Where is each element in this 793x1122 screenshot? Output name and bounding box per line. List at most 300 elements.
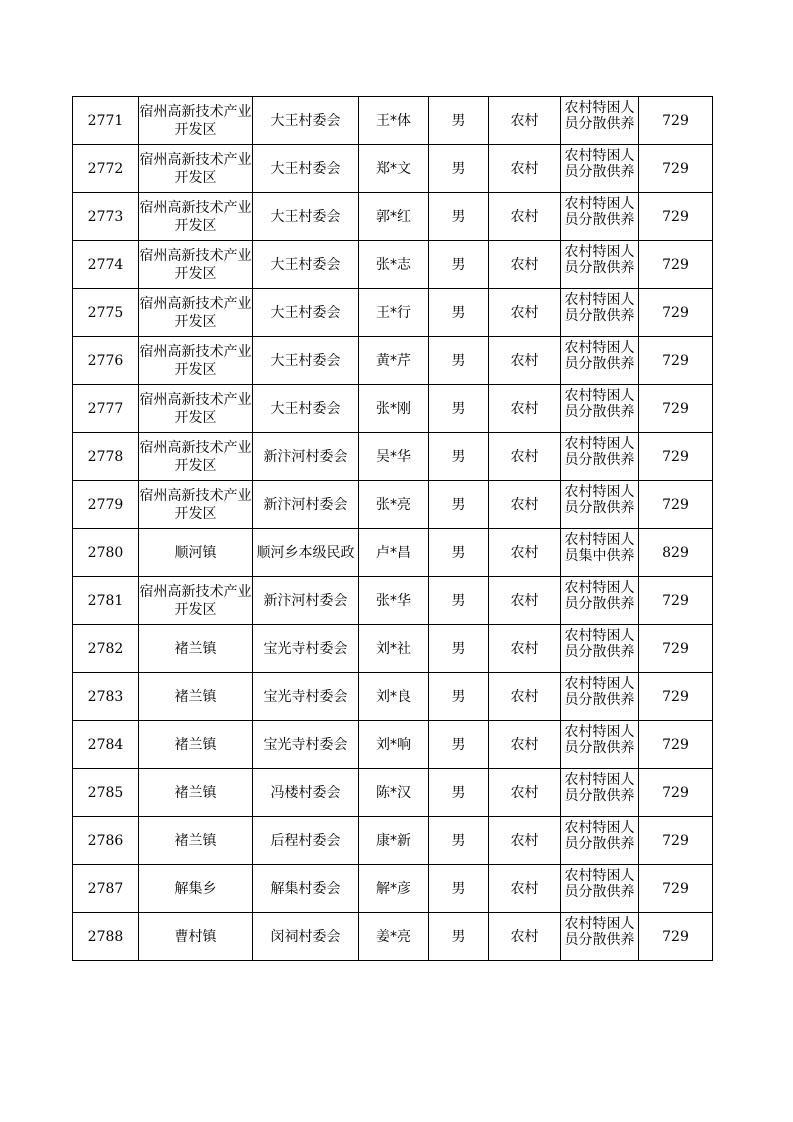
cell-area-type xyxy=(489,241,561,289)
cell-amount-text: 729 xyxy=(662,208,689,225)
cell-area-type-text: 农村 xyxy=(510,304,539,321)
cell-area-type xyxy=(489,625,561,673)
cell-support-category-text: 农村特困人员分散供养 xyxy=(564,339,635,372)
cell-support-category xyxy=(561,145,639,193)
cell-gender-text: 男 xyxy=(451,160,466,177)
cell-gender-text: 男 xyxy=(451,496,466,513)
cell-gender-text: 男 xyxy=(451,640,466,657)
cell-amount xyxy=(639,193,713,241)
cell-amount xyxy=(639,865,713,913)
cell-village-committee xyxy=(253,625,359,673)
cell-support-category-text: 农村特困人员分散供养 xyxy=(564,723,635,756)
cell-area-type xyxy=(489,865,561,913)
cell-support-category-text: 农村特困人员分散供养 xyxy=(564,819,635,852)
cell-area-type-text: 农村 xyxy=(510,256,539,273)
cell-serial-number xyxy=(73,865,139,913)
cell-support-category xyxy=(561,673,639,721)
cell-amount-text: 729 xyxy=(662,784,689,801)
table-row xyxy=(73,289,713,337)
table-row xyxy=(73,481,713,529)
cell-amount xyxy=(639,673,713,721)
cell-township-text: 褚兰镇 xyxy=(174,784,217,801)
cell-support-category-text: 农村特困人员分散供养 xyxy=(564,867,635,900)
cell-support-category-text: 农村特困人员分散供养 xyxy=(564,243,635,276)
cell-area-type xyxy=(489,769,561,817)
cell-village-committee xyxy=(253,721,359,769)
cell-person-name-text: 康*新 xyxy=(376,832,411,849)
cell-gender xyxy=(429,577,489,625)
cell-township-text: 宿州高新技术产业开发区 xyxy=(139,439,252,474)
cell-amount xyxy=(639,721,713,769)
cell-person-name-text: 刘*社 xyxy=(376,640,411,657)
cell-support-category xyxy=(561,481,639,529)
cell-serial-number-text: 2775 xyxy=(87,304,124,321)
cell-person-name xyxy=(359,433,429,481)
cell-township xyxy=(139,337,253,385)
cell-support-category-text: 农村特困人员分散供养 xyxy=(564,387,635,420)
cell-village-committee xyxy=(253,97,359,145)
cell-serial-number xyxy=(73,289,139,337)
cell-support-category-text: 农村特困人员分散供养 xyxy=(564,483,635,516)
cell-amount xyxy=(639,241,713,289)
cell-person-name-text: 吴*华 xyxy=(376,448,411,465)
cell-area-type-text: 农村 xyxy=(510,400,539,417)
cell-village-committee xyxy=(253,193,359,241)
cell-gender-text: 男 xyxy=(451,304,466,321)
cell-township xyxy=(139,97,253,145)
cell-amount xyxy=(639,481,713,529)
cell-gender xyxy=(429,769,489,817)
cell-serial-number-text: 2788 xyxy=(87,928,124,945)
cell-support-category xyxy=(561,721,639,769)
cell-amount-text: 729 xyxy=(662,448,689,465)
cell-amount-text: 729 xyxy=(662,736,689,753)
cell-village-committee-text: 大王村委会 xyxy=(270,160,341,177)
cell-gender xyxy=(429,289,489,337)
cell-village-committee xyxy=(253,865,359,913)
cell-area-type-text: 农村 xyxy=(510,496,539,513)
cell-amount-text: 729 xyxy=(662,352,689,369)
cell-village-committee-text: 宝光寺村委会 xyxy=(263,688,348,705)
cell-person-name-text: 张*华 xyxy=(376,592,411,609)
cell-area-type-text: 农村 xyxy=(510,784,539,801)
cell-person-name xyxy=(359,385,429,433)
cell-village-committee-text: 宝光寺村委会 xyxy=(263,736,348,753)
cell-person-name xyxy=(359,577,429,625)
cell-person-name xyxy=(359,625,429,673)
cell-village-committee xyxy=(253,385,359,433)
cell-area-type xyxy=(489,385,561,433)
cell-support-category xyxy=(561,241,639,289)
table-row xyxy=(73,241,713,289)
cell-village-committee xyxy=(253,289,359,337)
cell-township xyxy=(139,529,253,577)
cell-support-category xyxy=(561,769,639,817)
cell-person-name-text: 王*体 xyxy=(376,112,411,129)
cell-village-committee-text: 大王村委会 xyxy=(270,208,341,225)
cell-township-text: 褚兰镇 xyxy=(174,736,217,753)
cell-village-committee-text: 顺河乡本级民政 xyxy=(256,544,355,561)
cell-township-text: 宿州高新技术产业开发区 xyxy=(139,391,252,426)
cell-person-name xyxy=(359,241,429,289)
cell-amount-text: 729 xyxy=(662,304,689,321)
cell-support-category xyxy=(561,913,639,961)
cell-area-type xyxy=(489,433,561,481)
cell-gender-text: 男 xyxy=(451,736,466,753)
table-row xyxy=(73,673,713,721)
cell-serial-number xyxy=(73,481,139,529)
cell-support-category xyxy=(561,337,639,385)
cell-gender xyxy=(429,337,489,385)
cell-amount xyxy=(639,529,713,577)
cell-amount xyxy=(639,625,713,673)
cell-township xyxy=(139,241,253,289)
cell-support-category xyxy=(561,577,639,625)
cell-township xyxy=(139,913,253,961)
cell-township-text: 曹村镇 xyxy=(174,928,217,945)
table-row xyxy=(73,97,713,145)
cell-area-type xyxy=(489,289,561,337)
cell-gender-text: 男 xyxy=(451,784,466,801)
cell-village-committee xyxy=(253,769,359,817)
cell-area-type xyxy=(489,721,561,769)
cell-person-name-text: 卢*昌 xyxy=(376,544,411,561)
cell-village-committee xyxy=(253,433,359,481)
cell-area-type-text: 农村 xyxy=(510,640,539,657)
cell-support-category xyxy=(561,625,639,673)
table-row xyxy=(73,433,713,481)
cell-township-text: 宿州高新技术产业开发区 xyxy=(139,103,252,138)
cell-person-name-text: 郑*文 xyxy=(376,160,411,177)
cell-area-type xyxy=(489,97,561,145)
cell-area-type xyxy=(489,337,561,385)
cell-area-type-text: 农村 xyxy=(510,592,539,609)
cell-serial-number-text: 2782 xyxy=(87,640,124,657)
cell-support-category xyxy=(561,433,639,481)
cell-person-name-text: 刘*良 xyxy=(376,688,411,705)
cell-serial-number-text: 2772 xyxy=(87,160,124,177)
cell-area-type xyxy=(489,193,561,241)
cell-township xyxy=(139,433,253,481)
cell-village-committee-text: 大王村委会 xyxy=(270,304,341,321)
cell-person-name xyxy=(359,769,429,817)
cell-township-text: 褚兰镇 xyxy=(174,688,217,705)
cell-serial-number xyxy=(73,913,139,961)
cell-village-committee-text: 宝光寺村委会 xyxy=(263,640,348,657)
cell-township xyxy=(139,625,253,673)
cell-gender-text: 男 xyxy=(451,544,466,561)
cell-area-type xyxy=(489,673,561,721)
cell-township xyxy=(139,145,253,193)
cell-township-text: 宿州高新技术产业开发区 xyxy=(139,295,252,330)
cell-gender xyxy=(429,865,489,913)
table-row xyxy=(73,385,713,433)
cell-township xyxy=(139,817,253,865)
cell-village-committee-text: 大王村委会 xyxy=(270,352,341,369)
cell-gender-text: 男 xyxy=(451,832,466,849)
cell-serial-number-text: 2784 xyxy=(87,736,124,753)
cell-serial-number-text: 2786 xyxy=(87,832,124,849)
cell-township xyxy=(139,289,253,337)
cell-gender xyxy=(429,673,489,721)
cell-person-name xyxy=(359,721,429,769)
cell-gender xyxy=(429,385,489,433)
cell-village-committee xyxy=(253,337,359,385)
cell-gender xyxy=(429,721,489,769)
cell-person-name xyxy=(359,289,429,337)
cell-area-type-text: 农村 xyxy=(510,208,539,225)
cell-serial-number xyxy=(73,145,139,193)
cell-area-type-text: 农村 xyxy=(510,928,539,945)
cell-gender-text: 男 xyxy=(451,928,466,945)
cell-person-name-text: 王*行 xyxy=(376,304,411,321)
cell-person-name-text: 郭*红 xyxy=(376,208,411,225)
cell-person-name-text: 黄*芹 xyxy=(376,352,411,369)
cell-support-category xyxy=(561,385,639,433)
cell-area-type-text: 农村 xyxy=(510,448,539,465)
cell-gender xyxy=(429,529,489,577)
table-row xyxy=(73,529,713,577)
cell-village-committee-text: 冯楼村委会 xyxy=(270,784,341,801)
cell-serial-number-text: 2781 xyxy=(87,592,124,609)
cell-amount xyxy=(639,385,713,433)
cell-amount-text: 729 xyxy=(662,688,689,705)
cell-township-text: 褚兰镇 xyxy=(174,832,217,849)
cell-person-name xyxy=(359,865,429,913)
cell-township-text: 宿州高新技术产业开发区 xyxy=(139,247,252,282)
cell-amount-text: 729 xyxy=(662,112,689,129)
cell-amount xyxy=(639,97,713,145)
cell-village-committee-text: 后程村委会 xyxy=(270,832,341,849)
cell-serial-number xyxy=(73,673,139,721)
roster-table xyxy=(72,96,713,961)
cell-village-committee-text: 闵祠村委会 xyxy=(270,928,341,945)
cell-gender xyxy=(429,817,489,865)
cell-area-type-text: 农村 xyxy=(510,160,539,177)
cell-person-name-text: 张*刚 xyxy=(376,400,411,417)
cell-area-type-text: 农村 xyxy=(510,736,539,753)
cell-gender-text: 男 xyxy=(451,112,466,129)
cell-serial-number xyxy=(73,817,139,865)
cell-village-committee-text: 大王村委会 xyxy=(270,112,341,129)
cell-serial-number-text: 2771 xyxy=(87,112,124,129)
cell-serial-number-text: 2773 xyxy=(87,208,124,225)
cell-serial-number-text: 2778 xyxy=(87,448,124,465)
cell-person-name-text: 姜*亮 xyxy=(376,928,411,945)
cell-amount-text: 729 xyxy=(662,640,689,657)
cell-amount-text: 729 xyxy=(662,832,689,849)
cell-village-committee xyxy=(253,577,359,625)
cell-person-name xyxy=(359,481,429,529)
cell-person-name xyxy=(359,337,429,385)
cell-township xyxy=(139,721,253,769)
cell-person-name-text: 刘*响 xyxy=(376,736,411,753)
cell-amount xyxy=(639,769,713,817)
cell-amount-text: 729 xyxy=(662,928,689,945)
cell-township xyxy=(139,577,253,625)
cell-gender-text: 男 xyxy=(451,448,466,465)
cell-gender-text: 男 xyxy=(451,592,466,609)
cell-township-text: 宿州高新技术产业开发区 xyxy=(139,343,252,378)
cell-serial-number xyxy=(73,721,139,769)
cell-person-name-text: 解*彦 xyxy=(376,880,411,897)
cell-serial-number xyxy=(73,193,139,241)
cell-township xyxy=(139,481,253,529)
cell-serial-number xyxy=(73,97,139,145)
table-row xyxy=(73,769,713,817)
table-row xyxy=(73,721,713,769)
cell-serial-number-text: 2783 xyxy=(87,688,124,705)
cell-village-committee-text: 新汴河村委会 xyxy=(263,448,348,465)
cell-support-category-text: 农村特困人员分散供养 xyxy=(564,147,635,180)
cell-township-text: 顺河镇 xyxy=(174,544,217,561)
cell-area-type xyxy=(489,529,561,577)
table-row xyxy=(73,817,713,865)
cell-support-category xyxy=(561,193,639,241)
cell-support-category-text: 农村特困人员分散供养 xyxy=(564,99,635,132)
cell-village-committee xyxy=(253,145,359,193)
cell-amount xyxy=(639,433,713,481)
cell-amount-text: 729 xyxy=(662,496,689,513)
cell-area-type xyxy=(489,913,561,961)
cell-amount xyxy=(639,577,713,625)
cell-serial-number xyxy=(73,433,139,481)
cell-township-text: 褚兰镇 xyxy=(174,640,217,657)
cell-person-name xyxy=(359,145,429,193)
cell-area-type-text: 农村 xyxy=(510,832,539,849)
cell-area-type-text: 农村 xyxy=(510,544,539,561)
cell-serial-number-text: 2777 xyxy=(87,400,124,417)
cell-village-committee xyxy=(253,241,359,289)
cell-township xyxy=(139,193,253,241)
cell-serial-number xyxy=(73,529,139,577)
cell-support-category-text: 农村特困人员分散供养 xyxy=(564,627,635,660)
cell-serial-number-text: 2787 xyxy=(87,880,124,897)
cell-gender-text: 男 xyxy=(451,208,466,225)
table-row xyxy=(73,193,713,241)
cell-serial-number xyxy=(73,241,139,289)
cell-gender xyxy=(429,241,489,289)
cell-support-category-text: 农村特困人员分散供养 xyxy=(564,675,635,708)
cell-support-category-text: 农村特困人员分散供养 xyxy=(564,195,635,228)
cell-township-text: 宿州高新技术产业开发区 xyxy=(139,151,252,186)
cell-gender xyxy=(429,433,489,481)
cell-gender xyxy=(429,145,489,193)
cell-serial-number xyxy=(73,769,139,817)
cell-serial-number xyxy=(73,625,139,673)
cell-serial-number-text: 2776 xyxy=(87,352,124,369)
cell-township-text: 解集乡 xyxy=(174,880,217,897)
cell-person-name-text: 张*亮 xyxy=(376,496,411,513)
cell-support-category-text: 农村特困人员集中供养 xyxy=(564,531,635,564)
cell-gender-text: 男 xyxy=(451,256,466,273)
cell-gender-text: 男 xyxy=(451,352,466,369)
cell-amount-text: 729 xyxy=(662,160,689,177)
cell-gender xyxy=(429,193,489,241)
cell-gender xyxy=(429,97,489,145)
cell-amount xyxy=(639,145,713,193)
cell-village-committee xyxy=(253,481,359,529)
cell-township xyxy=(139,865,253,913)
cell-area-type-text: 农村 xyxy=(510,112,539,129)
cell-support-category xyxy=(561,865,639,913)
cell-person-name xyxy=(359,673,429,721)
cell-village-committee-text: 大王村委会 xyxy=(270,256,341,273)
cell-person-name-text: 陈*汉 xyxy=(376,784,411,801)
cell-serial-number-text: 2779 xyxy=(87,496,124,513)
cell-serial-number xyxy=(73,337,139,385)
cell-township xyxy=(139,769,253,817)
cell-person-name xyxy=(359,817,429,865)
cell-serial-number xyxy=(73,577,139,625)
cell-township-text: 宿州高新技术产业开发区 xyxy=(139,487,252,522)
cell-gender xyxy=(429,913,489,961)
cell-village-committee xyxy=(253,913,359,961)
cell-support-category-text: 农村特困人员分散供养 xyxy=(564,291,635,324)
cell-person-name xyxy=(359,97,429,145)
cell-gender xyxy=(429,625,489,673)
cell-support-category xyxy=(561,289,639,337)
cell-gender-text: 男 xyxy=(451,880,466,897)
cell-village-committee xyxy=(253,673,359,721)
cell-amount xyxy=(639,913,713,961)
cell-area-type xyxy=(489,481,561,529)
cell-support-category xyxy=(561,817,639,865)
cell-gender-text: 男 xyxy=(451,400,466,417)
cell-township-text: 宿州高新技术产业开发区 xyxy=(139,583,252,618)
cell-amount-text: 729 xyxy=(662,400,689,417)
cell-village-committee-text: 新汴河村委会 xyxy=(263,496,348,513)
cell-village-committee xyxy=(253,529,359,577)
roster-body xyxy=(73,97,713,961)
cell-serial-number-text: 2774 xyxy=(87,256,124,273)
cell-amount xyxy=(639,337,713,385)
table-row xyxy=(73,337,713,385)
cell-support-category-text: 农村特困人员分散供养 xyxy=(564,915,635,948)
cell-support-category-text: 农村特困人员分散供养 xyxy=(564,579,635,612)
table-row xyxy=(73,625,713,673)
cell-village-committee xyxy=(253,817,359,865)
table-row xyxy=(73,577,713,625)
cell-village-committee-text: 大王村委会 xyxy=(270,400,341,417)
cell-serial-number-text: 2780 xyxy=(87,544,124,561)
cell-person-name xyxy=(359,193,429,241)
cell-area-type-text: 农村 xyxy=(510,352,539,369)
cell-amount xyxy=(639,289,713,337)
cell-amount-text: 729 xyxy=(662,592,689,609)
table-row xyxy=(73,145,713,193)
cell-support-category xyxy=(561,97,639,145)
cell-amount-text: 729 xyxy=(662,256,689,273)
cell-area-type-text: 农村 xyxy=(510,688,539,705)
table-row xyxy=(73,865,713,913)
cell-serial-number xyxy=(73,385,139,433)
cell-person-name xyxy=(359,529,429,577)
cell-serial-number-text: 2785 xyxy=(87,784,124,801)
cell-support-category-text: 农村特困人员分散供养 xyxy=(564,771,635,804)
cell-village-committee-text: 新汴河村委会 xyxy=(263,592,348,609)
cell-area-type xyxy=(489,577,561,625)
cell-amount-text: 829 xyxy=(662,544,689,561)
cell-gender xyxy=(429,481,489,529)
table-row xyxy=(73,913,713,961)
cell-township xyxy=(139,385,253,433)
cell-area-type-text: 农村 xyxy=(510,880,539,897)
cell-person-name xyxy=(359,913,429,961)
cell-area-type xyxy=(489,817,561,865)
cell-village-committee-text: 解集村委会 xyxy=(270,880,341,897)
cell-person-name-text: 张*志 xyxy=(376,256,411,273)
